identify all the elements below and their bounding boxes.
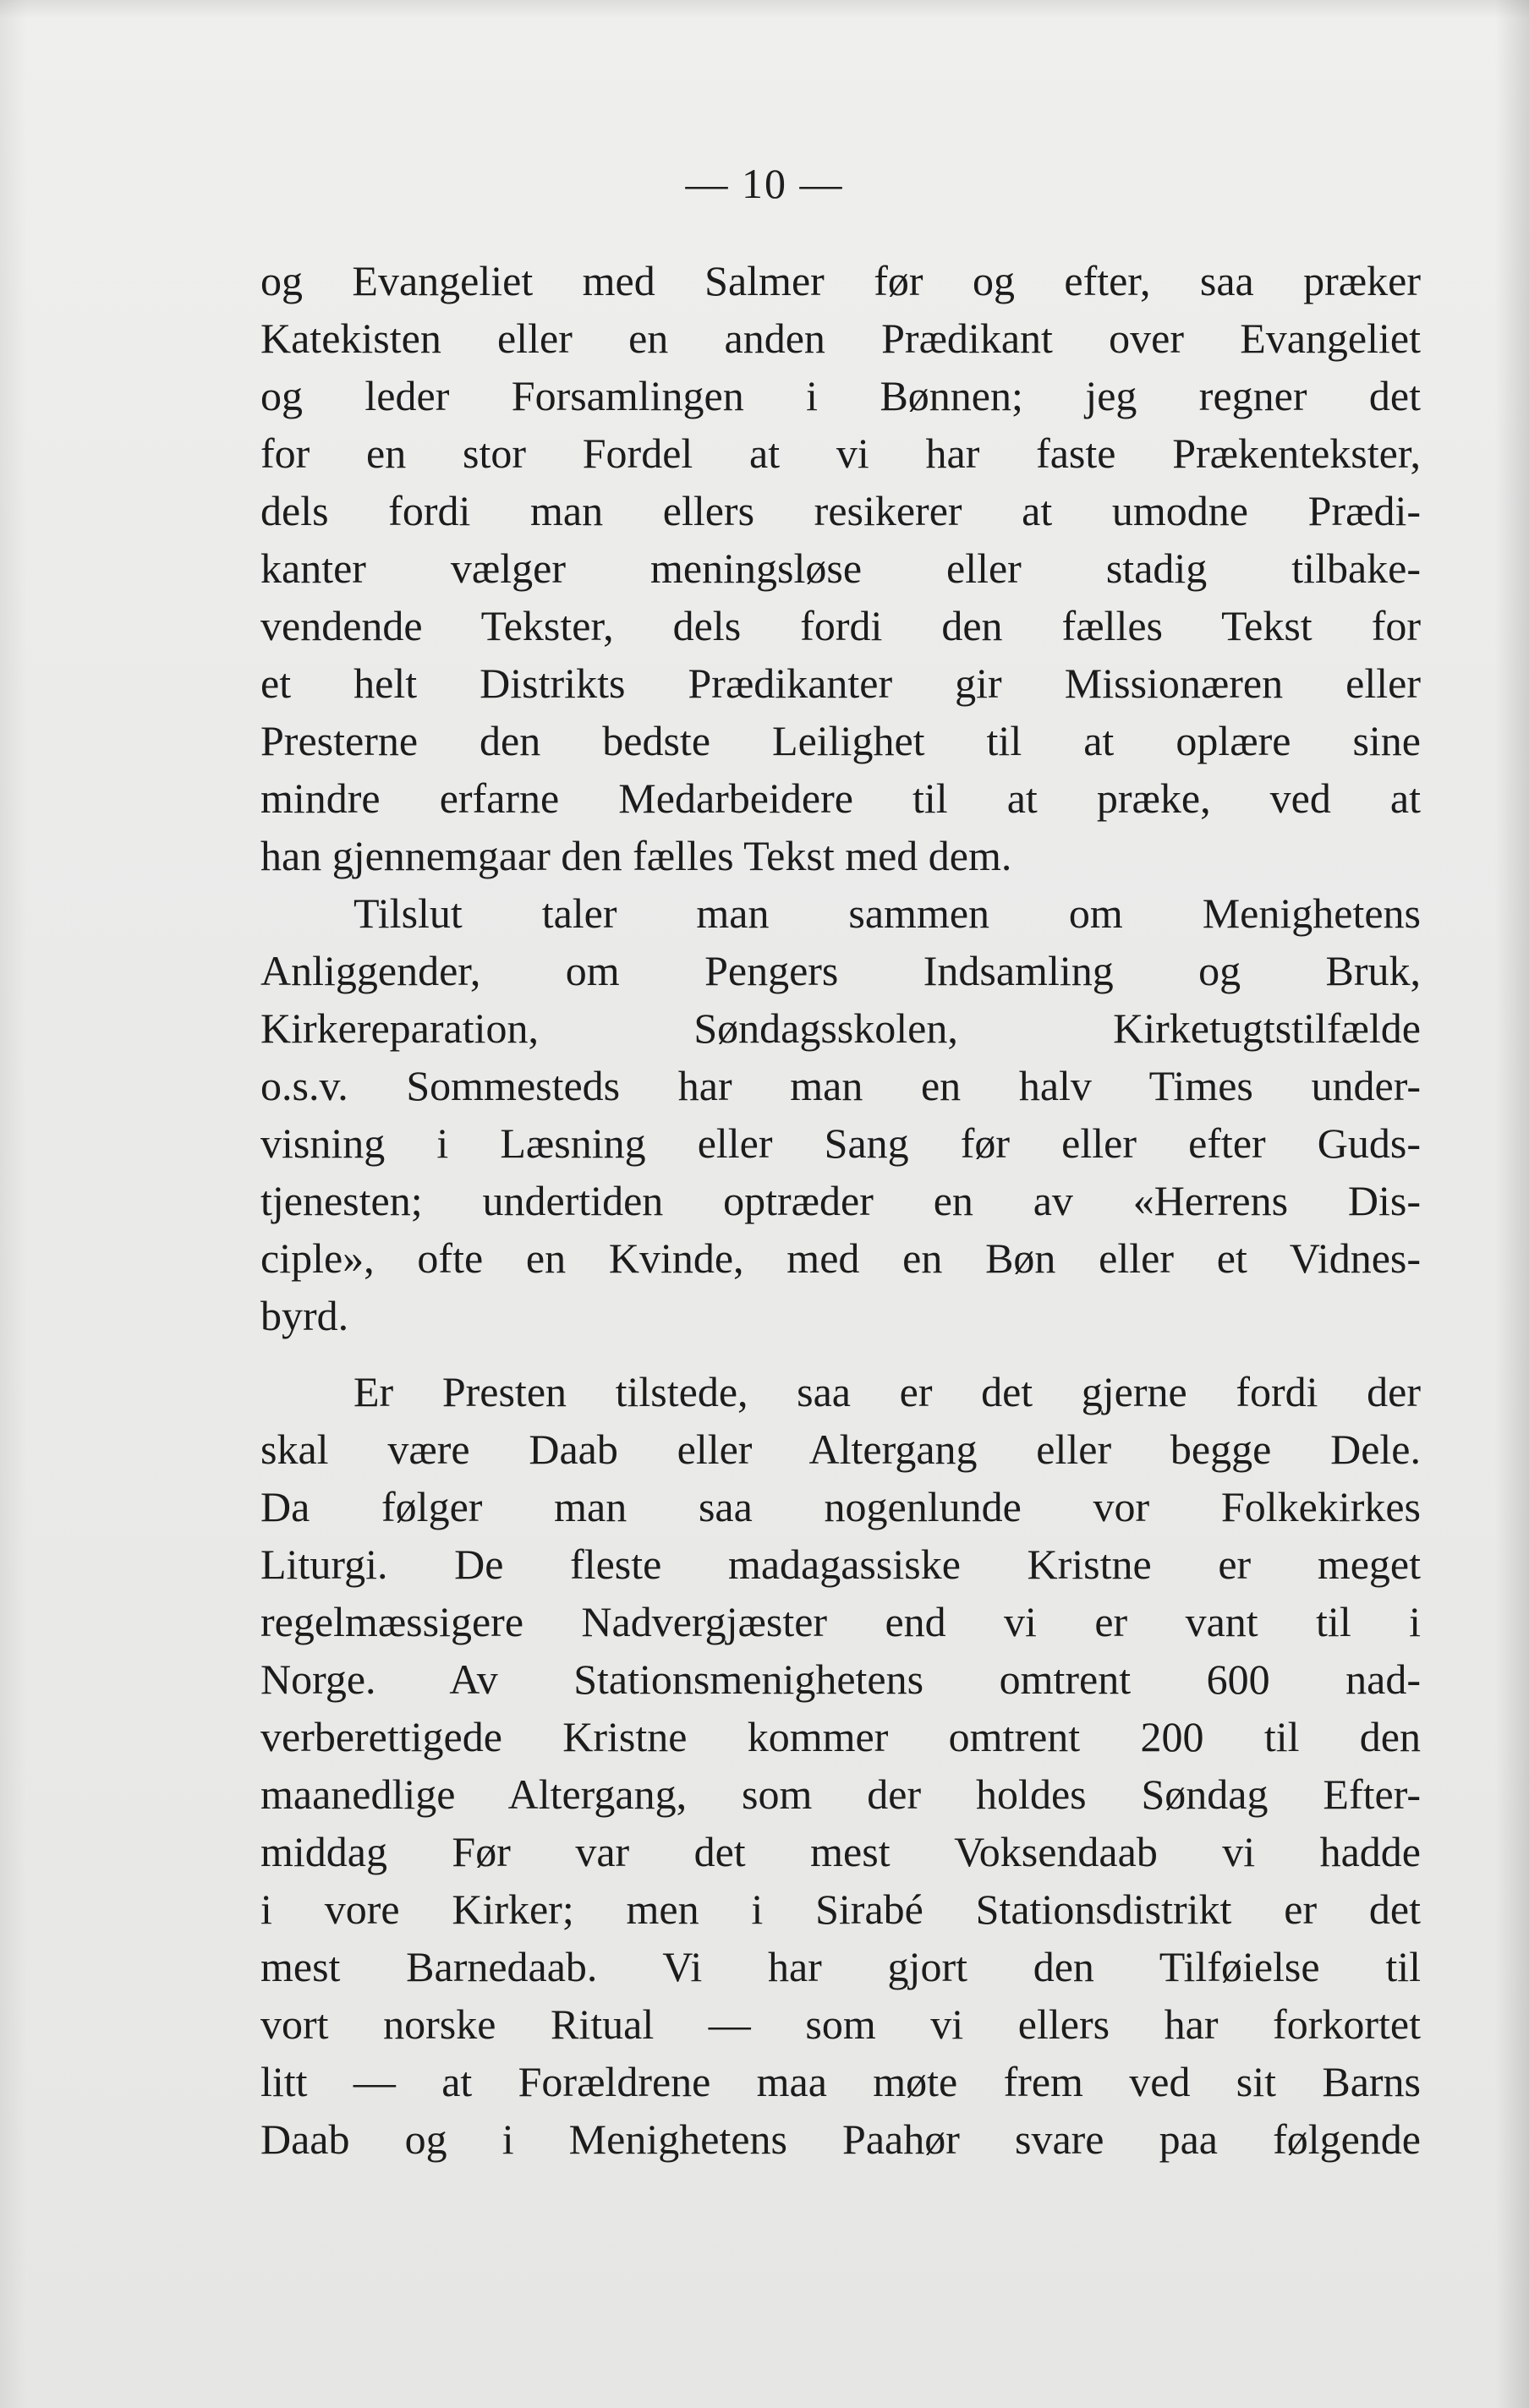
text-line: Tilslut taler man sammen om Menighetens [353,889,1421,937]
text-line: regelmæssigere Nadvergjæster end vi er vant til i [260,1598,1421,1645]
paragraph-2 [260,884,1421,1344]
text-line: Anliggender, om Pengers Indsamling og Bruk, [260,947,1421,994]
text-line: visning i Læsning eller Sang før eller efter Guds- [260,1119,1421,1167]
text-line: mindre erfarne Medarbeidere til at præke, ved at [260,774,1421,822]
page-number: — 10 — [685,160,844,207]
text-line: Liturgi. De fleste madagassiske Kristne er meget [260,1541,1421,1588]
text-line: o.s.v. Sommesteds har man en halv Times under- [260,1062,1421,1109]
text-line: i vore Kirker; men i Sirabé Stationsdistrikt er det [260,1885,1421,1933]
text-line: vendende Tekster, dels fordi den fælles Tekst for [260,602,1421,649]
text-line: verberettigede Kristne kommer omtrent 200 til den [260,1713,1421,1760]
text-line: maanedlige Altergang, som der holdes Søndag Efter- [260,1770,1421,1818]
paragraph-1 [260,252,1421,884]
paragraph-gap [260,1344,1421,1363]
text-line: Kirkereparation, Søndagsskolen, Kirketugtstilfælde [260,1004,1421,1052]
text-line: skal være Daab eller Altergang eller begge Dele. [260,1426,1421,1473]
text-line: tjenesten; undertiden optræder en av «Herrens Dis- [260,1177,1421,1224]
body-text [260,252,1421,2168]
text-line: middag Før var det mest Voksendaab vi hadde [260,1828,1421,1875]
page-edge-shadow-top [0,0,1529,19]
text-line: byrd. [260,1292,349,1339]
text-line: dels fordi man ellers resikerer at umodne Prædi- [260,487,1421,534]
text-line: Presterne den bedste Leilighet til at oplære sine [260,717,1421,764]
text-line: han gjennemgaar den fælles Tekst med dem. [260,832,1012,879]
text-line: Er Presten tilstede, saa er det gjerne fordi der [353,1368,1421,1415]
text-line: litt — at Forældrene maa møte frem ved sit Barns [260,2058,1421,2105]
text-line: et helt Distrikts Prædikanter gir Missionæren eller [260,659,1421,707]
text-line: ciple», ofte en Kvinde, med en Bøn eller et Vidnes- [260,1234,1421,1282]
page-edge-shadow-right [1495,0,1529,2408]
page-edge-shadow-left [0,0,27,2408]
text-line: Da følger man saa nogenlunde vor Folkekirkes [260,1483,1421,1530]
text-line: Katekisten eller en anden Prædikant over Evangeliet [260,315,1421,362]
text-line: og leder Forsamlingen i Bønnen; jeg regner det [260,372,1421,419]
text-line: mest Barnedaab. Vi har gjort den Tilføielse til [260,1943,1421,1990]
text-line: Daab og i Menighetens Paahør svare paa følgende [260,2115,1421,2163]
text-line: Norge. Av Stationsmenighetens omtrent 600 nad- [260,1656,1421,1703]
text-line: for en stor Fordel at vi har faste Prækentekster, [260,430,1421,477]
text-line: kanter vælger meningsløse eller stadig tilbake- [260,545,1421,592]
paragraph-3 [260,1363,1421,2168]
text-line: og Evangeliet med Salmer før og efter, saa præker [260,257,1421,304]
text-line: vort norske Ritual — som vi ellers har forkortet [260,2000,1421,2048]
